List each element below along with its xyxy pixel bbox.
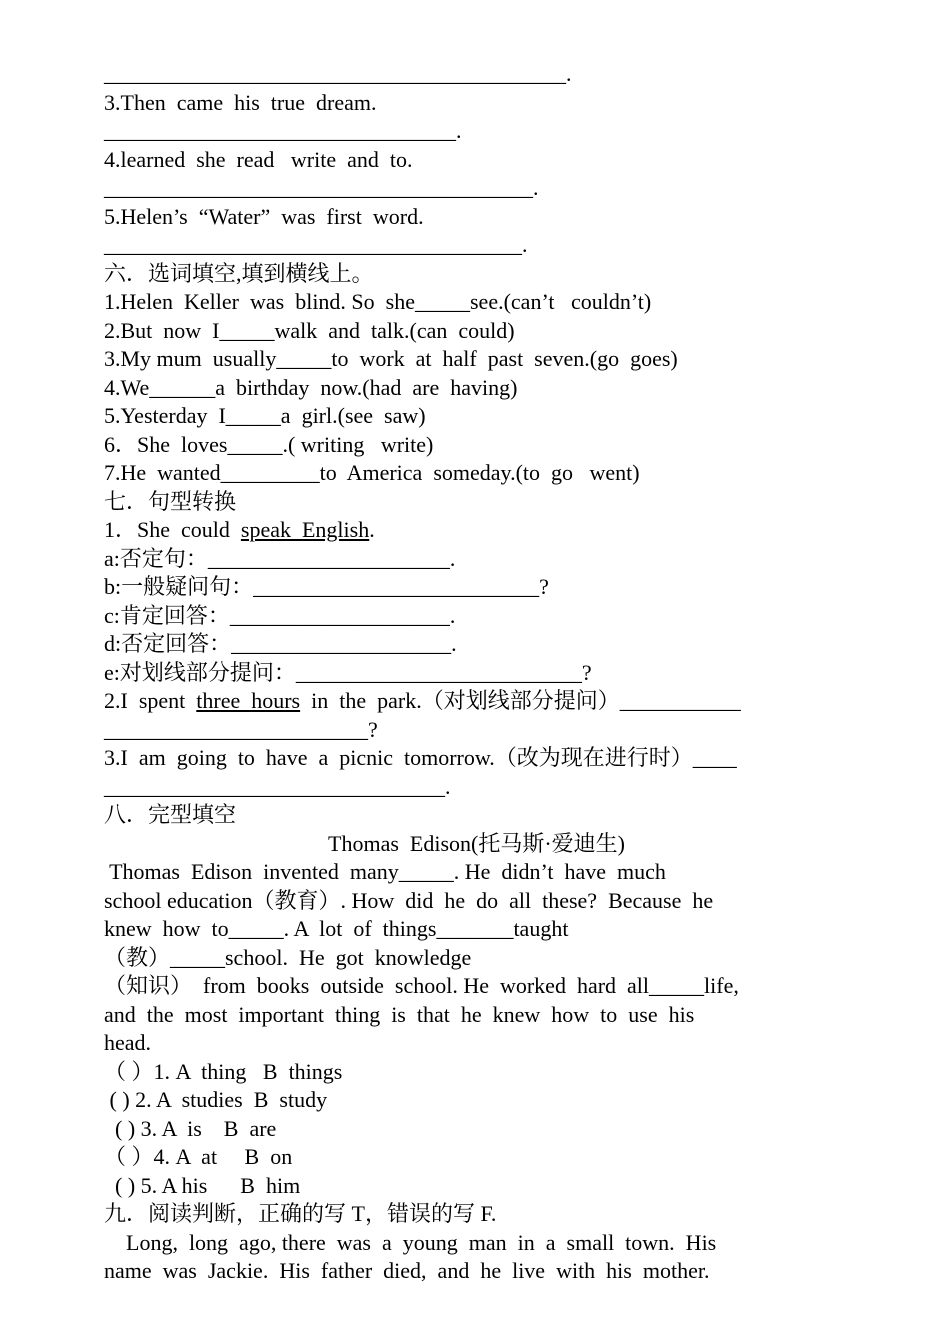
passage-line: and the most important thing is that he knew how to use his (104, 1001, 695, 1027)
passage-title: Thomas Edison(托马斯·爱迪生) (328, 830, 625, 856)
transform-question-1: 1．She could speak English. (104, 517, 375, 542)
section-9 (104, 1200, 849, 1286)
section-5-tail (104, 60, 849, 260)
section-6 (104, 260, 849, 488)
answer-blank-line: ________________________? (104, 716, 378, 742)
sub-task-yes-no-question: b:一般疑问句：__________________________? (104, 574, 549, 599)
fill-blank-item: 5.Yesterday I_____a girl.(see saw) (104, 403, 426, 428)
answer-blank-line: __________________________________________. (104, 61, 572, 86)
choice-option: （ ）4. A at B on (104, 1144, 293, 1169)
section-heading: 六．选词填空,填到横线上。 (104, 260, 374, 286)
section-7 (104, 488, 849, 802)
choice-option: ( ) 2. A studies B study (104, 1087, 328, 1112)
fill-blank-item: 6．She loves_____.( writing write) (104, 431, 434, 457)
fill-blank-item: 7.He wanted_________to America someday.(to go went) (104, 460, 640, 485)
choice-option: （ ）1. A thing B things (104, 1058, 343, 1084)
underlined-phrase: three hours (196, 688, 301, 713)
sub-task-negative: a:否定句：______________________. (104, 545, 456, 571)
sub-task-positive-answer: c:肯定回答：____________________. (104, 602, 456, 628)
section-heading: 七．句型转换 (104, 488, 237, 514)
passage-line: school education（教育）. How did he do all these? Because he (104, 887, 714, 913)
sub-task-wh-question: e:对划线部分提问：__________________________? (104, 659, 592, 685)
section-8 (104, 801, 849, 1200)
choice-option: ( ) 5. A his B him (104, 1172, 301, 1198)
answer-blank-line: ________________________________. (104, 118, 462, 143)
fill-blank-item: 3.My mum usually_____to work at half past seven.(go goes) (104, 346, 678, 371)
fill-blank-item: 2.But now I_____walk and talk.(can could) (104, 317, 515, 343)
section-heading: 九．阅读判断，正确的写 T，错误的写 F. (104, 1201, 497, 1226)
passage-line: head. (104, 1030, 152, 1055)
question-4: 4.learned she read write and to. (104, 146, 413, 172)
passage-line: name was Jackie. His father died, and he live with his mother. (104, 1258, 710, 1283)
transform-question-3: 3.I am going to have a picnic tomorrow.（改为现在进行时）____ (104, 745, 737, 770)
passage-line: （知识） from books outside school. He worked hard all_____life, (104, 973, 739, 998)
underlined-phrase: speak English (240, 517, 370, 542)
answer-blank-line: _______________________________. (104, 773, 451, 799)
fill-blank-item: 1.Helen Keller was blind. So she_____see.(can’t couldn’t) (104, 289, 652, 314)
passage-line: Long, long ago, there was a young man in a small town. His (104, 1229, 717, 1255)
answer-blank-line: ______________________________________. (104, 232, 528, 257)
passage-line: Thomas Edison invented many_____. He didn’t have much (104, 859, 666, 884)
answer-blank-line: _______________________________________. (104, 175, 539, 200)
worksheet-page (104, 60, 849, 1286)
fill-blank-item: 4.We______a birthday now.(had are having) (104, 374, 518, 400)
question-3: 3.Then came his true dream. (104, 89, 377, 115)
transform-question-2: 2.I spent three hours in the park.（对划线部分提问）___________ (104, 688, 741, 713)
section-heading: 八．完型填空 (104, 802, 237, 827)
sub-task-negative-answer: d:否定回答：____________________. (104, 631, 457, 656)
passage-line: （教）_____school. He got knowledge (104, 944, 472, 970)
question-5: 5.Helen’s “Water” was first word. (104, 203, 424, 229)
passage-line: knew how to_____. A lot of things_______taught (104, 916, 569, 941)
choice-option: ( ) 3. A is B are (104, 1115, 277, 1141)
